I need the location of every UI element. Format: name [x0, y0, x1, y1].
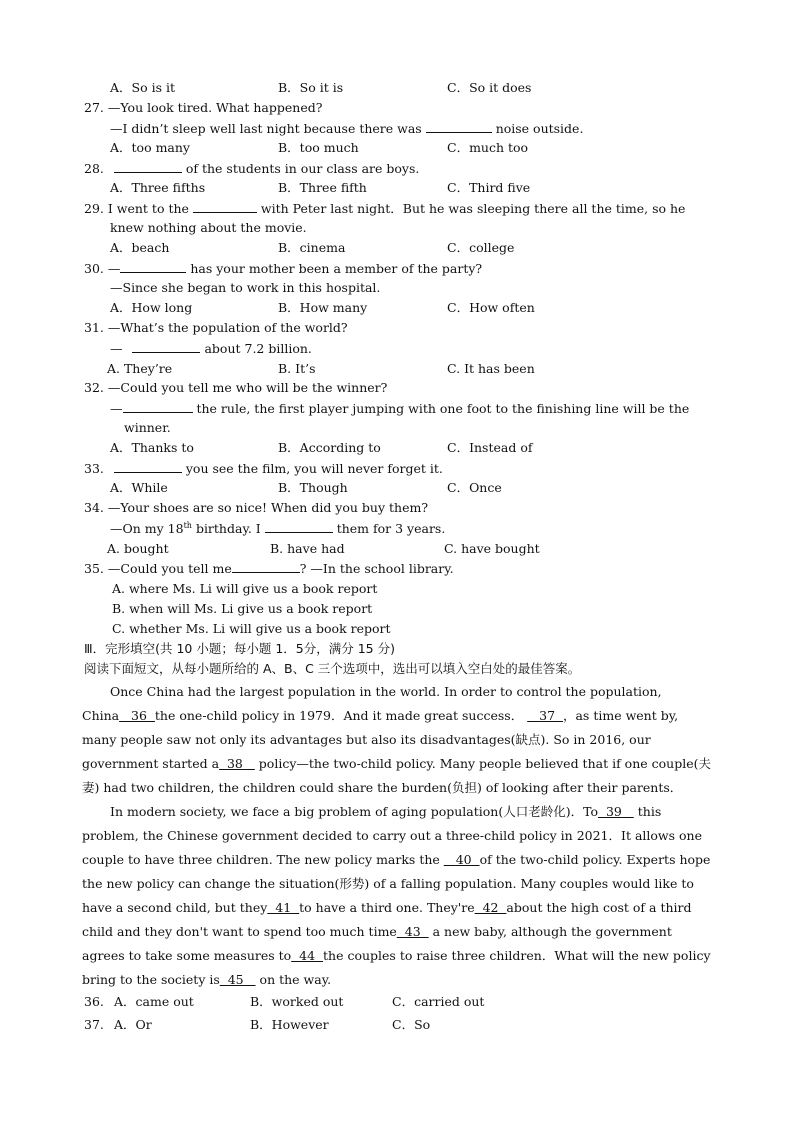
p2-text-3: of the two-child policy. Experts hope the new policy can change the situation(形势) of a falling population. Many couples would like to have a second child, but they: [82, 852, 711, 915]
q31-option-b: B. It’s: [278, 361, 316, 376]
p2-text-5: about the high cost of a third child and they don't want to spend too much time: [82, 900, 692, 939]
q33-stem: [84, 460, 443, 477]
q29-line2: knew nothing about the movie.: [110, 220, 307, 235]
q27-line2: [110, 120, 583, 137]
q32-line3: winner.: [124, 420, 171, 435]
blank-36: [119, 708, 131, 723]
q27-option-c: C．much too: [447, 140, 529, 155]
q28-text: of the students in our class are boys.: [185, 161, 420, 176]
q32-dash: —: [110, 401, 123, 416]
q34-number: 34.: [84, 500, 104, 515]
q27-line2-text: —I didn’t sleep well last night because there was: [110, 121, 422, 136]
q28-stem: [84, 160, 419, 177]
q30-option-b: B．How many: [278, 300, 368, 315]
q34-superscript: th: [183, 520, 192, 530]
q31-line1: —What’s the population of the world?: [107, 320, 348, 335]
q27-line1: —You look tired. What happened?: [107, 100, 323, 115]
q35-stem: [84, 560, 454, 577]
q30-option-c: C．How often: [447, 300, 535, 315]
q37-option-a: A．Or: [114, 1017, 152, 1032]
section-3-title: Ⅲ．完形填空(共 10 小题；每小题 1．5分，满分 15 分): [84, 641, 395, 656]
q33-option-a: A．While: [110, 480, 168, 495]
q34-option-a: A. bought: [107, 541, 169, 556]
p1-text-1: Once China had the largest population in the world. In order to control the population, China: [82, 684, 662, 723]
blank-44-number: 44: [299, 948, 316, 963]
blank-43-number: 43: [404, 924, 421, 939]
q27-stem: [84, 100, 322, 116]
q37-number: 37.: [84, 1017, 104, 1032]
q29-text-a: I went to the: [107, 201, 189, 216]
q29-blank: [193, 200, 257, 213]
q33-option-b: B．Though: [278, 480, 348, 495]
passage-paragraph-2: [82, 800, 712, 992]
q28-option-c: C．Third five: [447, 180, 531, 195]
blank-45-number: 45: [227, 972, 244, 987]
q31-number: 31.: [84, 320, 104, 335]
q32-blank: [123, 400, 193, 413]
passage-paragraph-1: [82, 680, 712, 800]
blank-39-number: 39: [605, 804, 622, 819]
q34-option-c: C. have bought: [444, 541, 540, 556]
q27-option-a: A．too many: [110, 140, 190, 155]
q26-option-a: A．So is it: [110, 80, 175, 95]
blank-38-number: 38: [226, 756, 243, 771]
q29-option-a: A．beach: [110, 240, 170, 255]
p1-text-4: policy—the two-child policy. Many people believed that if one couple(夫妻) had two children, the children could share the burden(负担) of looking after their parents．: [82, 756, 711, 795]
q29-text-b: with Peter last night．But he was sleeping there all the time, so he: [260, 201, 686, 216]
q36-option-c: C．carried out: [392, 994, 485, 1009]
blank-36-number: 36: [131, 708, 147, 723]
q32-option-a: A．Thanks to: [110, 440, 194, 455]
q34-blank: [265, 520, 333, 533]
q32-option-b: B．According to: [278, 440, 381, 455]
p1-text-3: ，as time went by, many people saw not only its advantages but also its disadvantages(缺点). So in 2016, our government started a: [82, 708, 679, 771]
q35-blank: [232, 560, 300, 573]
q32-line2: [110, 400, 689, 417]
q27-option-b: B．too much: [278, 140, 359, 155]
q29-stem: [84, 200, 685, 217]
q30-option-a: A．How long: [110, 300, 193, 315]
q28-option-b: B．Three fifth: [278, 180, 367, 195]
blank-40-number: 40: [455, 852, 472, 867]
q31-option-c: C. It has been: [447, 361, 535, 376]
p2-text-2: this problem, the Chinese government decided to carry out a three-child policy in 2021．It allows one couple to have three children. The new policy marks the: [82, 804, 702, 867]
q34-line2: [110, 520, 445, 537]
q31-text: about 7.2 billion.: [204, 341, 312, 356]
q36-number: 36.: [84, 994, 104, 1009]
q30-blank: [120, 260, 186, 273]
q28-number: 28.: [84, 161, 104, 176]
q34-text-b: birthday. I: [195, 521, 261, 536]
section-3-instruction: 阅读下面短文，从每小题所给的 A、B、C 三个选项中，选出可以填入空白处的最佳答案。: [84, 661, 581, 676]
q35-option-c: C. whether Ms. Li will give us a book report: [112, 621, 391, 636]
p2-text-4: to have a third one. They're: [299, 900, 475, 915]
q29-number: 29.: [84, 201, 104, 216]
p2-text-7: the couples to raise three children．What will the new policy bring to the society is: [82, 948, 711, 987]
q26-option-b: B．So it is: [278, 80, 344, 95]
blank-41-number: 41: [275, 900, 292, 915]
q31-option-a: A. They’re: [107, 361, 173, 376]
blank-42-number: 42: [482, 900, 499, 915]
q36-option-b: B．worked out: [250, 994, 344, 1009]
q37-option-b: B．However: [250, 1017, 329, 1032]
q27-number: 27.: [84, 100, 104, 115]
q27-blank: [426, 120, 492, 133]
q32-number: 32.: [84, 380, 104, 395]
q31-line2: [110, 340, 312, 357]
q32-stem: [84, 380, 387, 396]
q29-option-b: B．cinema: [278, 240, 346, 255]
q34-stem: [84, 500, 428, 516]
q32-text: the rule, the first player jumping with one foot to the finishing line will be the: [196, 401, 690, 416]
q28-blank: [114, 160, 182, 173]
q35-text-a: —Could you tell me: [107, 561, 232, 576]
q30-dash: —: [107, 261, 121, 276]
q30-line2: —Since she began to work in this hospital.: [110, 280, 381, 295]
q33-number: 33.: [84, 461, 104, 476]
p1-text-2: the one-child policy in 1979．And it made great success．: [154, 708, 524, 723]
q30-stem: [84, 260, 482, 277]
q29-option-c: C．college: [447, 240, 515, 255]
q32-option-c: C．Instead of: [447, 440, 533, 455]
p2-text-6: a new baby, although the government agrees to take some measures to: [82, 924, 672, 963]
blank-37-number: 37: [539, 708, 556, 723]
q35-text-b: ? —In the school library.: [299, 561, 454, 576]
q32-line1: —Could you tell me who will be the winner?: [107, 380, 388, 395]
q31-blank: [132, 340, 200, 353]
q35-option-a: A. where Ms. Li will give us a book report: [112, 581, 378, 596]
q33-blank: [114, 460, 182, 473]
q27-line2-end: noise outside.: [495, 121, 584, 136]
q31-stem: [84, 320, 348, 336]
q30-text: has your mother been a member of the party?: [190, 261, 483, 276]
q26-option-c: C．So it does: [447, 80, 532, 95]
p2-text-8: on the way.: [259, 972, 332, 987]
q34-text-a: —On my 18: [110, 521, 184, 536]
p2-text-1: In modern society, we face a big problem of aging population(人口老龄化)．To: [110, 804, 598, 819]
q35-number: 35.: [84, 561, 104, 576]
q34-text-c: them for 3 years.: [336, 521, 446, 536]
q33-text: you see the film, you will never forget it.: [185, 461, 443, 476]
q30-number: 30.: [84, 261, 104, 276]
q34-line1: —Your shoes are so nice! When did you buy them?: [107, 500, 429, 515]
q28-option-a: A．Three fifths: [110, 180, 206, 195]
q37-option-c: C．So: [392, 1017, 431, 1032]
q34-option-b: B. have had: [270, 541, 345, 556]
q31-dash: —: [110, 341, 123, 356]
q35-option-b: B. when will Ms. Li give us a book report: [112, 601, 373, 616]
q33-option-c: C．Once: [447, 480, 502, 495]
q36-option-a: A．came out: [114, 994, 194, 1009]
